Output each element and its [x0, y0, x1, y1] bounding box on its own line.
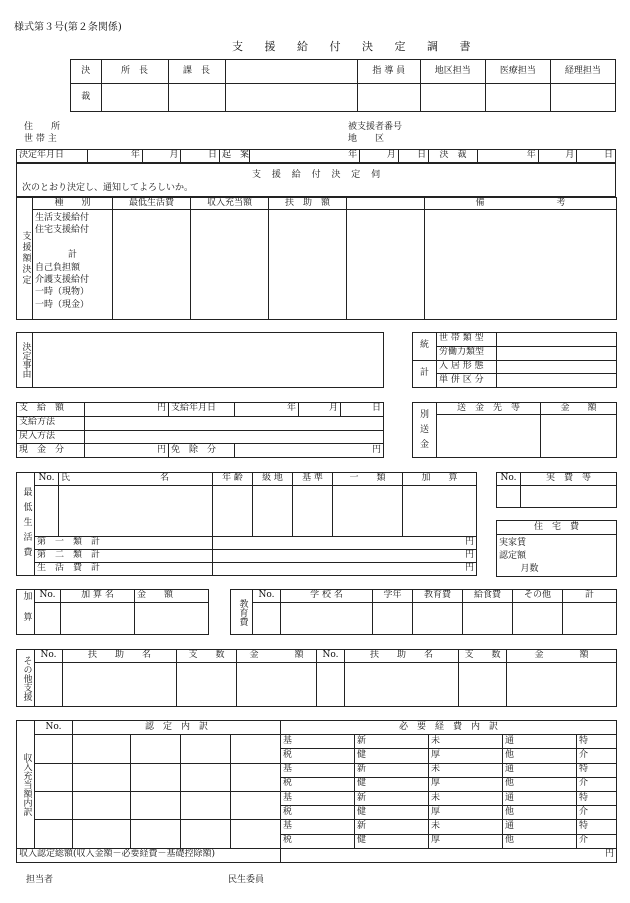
stats-residence: 入 居 形 態 [437, 360, 497, 374]
value-cell[interactable] [181, 763, 231, 791]
exp-zei: 税 [281, 777, 355, 791]
row-self-burden: 自己負担額 [35, 262, 81, 273]
row-blank [35, 237, 110, 249]
exp-tsu: 通 [503, 763, 577, 777]
ymd-year: 年 [250, 150, 360, 163]
label-payment-method: 支給方法 [17, 416, 85, 430]
total-class1: 第 一 類 計 [35, 536, 213, 549]
col-header-amount: 金 額 [135, 590, 209, 603]
row-care: 介護支援給付 [35, 275, 90, 286]
value-cell[interactable] [437, 415, 541, 458]
value-cell[interactable] [463, 603, 513, 635]
min-living-side: 最低生活費 [17, 473, 35, 576]
exp-shin: 新 [355, 791, 429, 805]
total-class2: 第 二 類 計 [35, 549, 213, 562]
label-payment-amount: 支 給 額 [17, 403, 85, 417]
value-cell[interactable] [181, 820, 231, 848]
col-header-class1: 一 類 [333, 473, 403, 486]
exp-ko: 厚 [429, 749, 503, 763]
proposal-heading: 支 援 給 付 決 定 伺 [252, 170, 385, 180]
value-cell[interactable] [373, 603, 413, 635]
col-header-remit-to: 送 金 先 等 [437, 403, 541, 415]
label-refund-method: 戻入方法 [17, 430, 85, 444]
exp-shin: 新 [355, 735, 429, 749]
addition-table [16, 589, 209, 635]
yen-unit: 円 [85, 403, 169, 417]
col-header-expenses: 必 要 経 費 内 訳 [281, 721, 617, 735]
remit-side: 別 送 金 [413, 403, 437, 458]
col-header-count: 支 数 [177, 650, 237, 663]
value-cell[interactable] [61, 603, 135, 635]
exp-ken: 健 [355, 749, 429, 763]
label-welfare-commissioner: 民生委員 [228, 875, 265, 885]
value-cell[interactable] [403, 486, 477, 536]
other-support-table [16, 649, 617, 707]
yen-unit: 円 [213, 536, 477, 549]
yen-unit: 円 [235, 444, 384, 458]
col-header-school: 学 校 名 [281, 590, 373, 603]
support-side-label: 支援額決定 [17, 198, 33, 320]
col-header-no: No. [497, 473, 521, 486]
col-header-actual: 実 費 等 [521, 473, 617, 486]
value-cell[interactable] [513, 603, 563, 635]
label-cash-portion: 現 金 分 [17, 444, 85, 458]
col-header-min-living: 最低生活費 [113, 198, 191, 210]
stamp-cell[interactable] [550, 84, 615, 112]
exp-ken: 健 [355, 777, 429, 791]
value-cell[interactable] [73, 735, 131, 763]
exp-mi: 未 [429, 791, 503, 805]
label-payment-date: 支給年月日 [169, 403, 235, 417]
ymd-month: 月 [538, 150, 577, 163]
exp-ko: 厚 [429, 806, 503, 820]
value-cell[interactable] [497, 360, 617, 374]
housing-labels [497, 535, 541, 577]
value-cell[interactable] [131, 820, 181, 848]
value-cell[interactable] [73, 791, 131, 819]
approval-col-blank [225, 60, 357, 84]
exp-ki: 基 [281, 763, 355, 777]
value-cell[interactable] [181, 735, 231, 763]
stamp-cell[interactable] [420, 84, 485, 112]
ymd-day: 日 [341, 403, 384, 417]
housing-table [496, 520, 617, 577]
statistics-table [412, 332, 617, 388]
exp-kai: 介 [577, 777, 617, 791]
col-header-no: No. [35, 590, 61, 603]
col-header-aid-name: 扶 助 名 [63, 650, 177, 663]
row-onetime-goods: 一時（現物） [35, 287, 90, 298]
value-cell[interactable] [541, 535, 617, 577]
label-caseworker: 担当者 [26, 875, 54, 885]
stamp-cell[interactable] [225, 84, 357, 112]
row-onetime-cash: 一時（現金） [35, 299, 90, 310]
label-district: 地 区 [348, 134, 385, 144]
col-header-meal-cost: 給食費 [463, 590, 513, 603]
label-approval: 決 裁 [429, 150, 478, 163]
value-cell[interactable] [63, 663, 177, 707]
exp-ki: 基 [281, 820, 355, 834]
value-cell[interactable] [85, 416, 384, 430]
ymd-day: 日 [577, 150, 616, 163]
col-header-amount: 金 額 [237, 650, 317, 663]
value-cell[interactable] [231, 735, 281, 763]
actual-cost-table [496, 472, 617, 508]
decision-reason-label: 決定事由 [17, 333, 33, 388]
col-header-no: No. [35, 473, 59, 486]
col-header-addition-name: 加 算 名 [61, 590, 135, 603]
exp-kai: 介 [577, 806, 617, 820]
col-header-amount: 金 額 [507, 650, 617, 663]
value-cell[interactable] [293, 486, 333, 536]
value-cell[interactable] [177, 663, 237, 707]
value-cell[interactable] [253, 603, 281, 635]
stamp-cell[interactable] [168, 84, 225, 112]
col-header-remarks: 備 考 [425, 198, 617, 210]
value-cell[interactable] [237, 663, 317, 707]
label-rent: 実家賃 [499, 538, 527, 548]
col-header-no: No. [317, 650, 345, 663]
value-cell[interactable] [269, 210, 347, 320]
value-cell[interactable] [35, 486, 59, 536]
form-number: 様式第３号(第２条関係) [14, 22, 122, 33]
value-cell[interactable] [131, 791, 181, 819]
exp-toku: 特 [577, 763, 617, 777]
value-cell[interactable] [85, 430, 384, 444]
dates-table [16, 149, 616, 163]
exp-shin: 新 [355, 820, 429, 834]
label-recognized: 認定額 [499, 551, 527, 561]
minimum-living-table [16, 472, 477, 576]
approval-col-chiku: 地区担当 [420, 60, 485, 84]
education-table [230, 589, 617, 635]
value-cell[interactable] [507, 663, 617, 707]
value-cell[interactable] [541, 415, 617, 458]
exp-ta: 他 [503, 749, 577, 763]
exp-tsu: 通 [503, 791, 577, 805]
exp-kai: 介 [577, 834, 617, 848]
value-cell[interactable] [333, 486, 403, 536]
value-cell[interactable] [317, 663, 345, 707]
col-header-income: 収入充当額 [191, 198, 269, 210]
payment-table [16, 402, 384, 458]
stamp-cell[interactable] [101, 84, 168, 112]
ymd-year: 年 [88, 150, 143, 163]
value-cell[interactable] [73, 820, 131, 848]
stats-side-2: 計 [413, 360, 437, 388]
support-type-list [33, 210, 113, 320]
addition-side: 加算 [17, 590, 35, 635]
row-total: 計 [67, 250, 77, 261]
approval-ketsu: 決 [71, 60, 102, 84]
value-cell[interactable] [113, 210, 191, 320]
exp-zei: 税 [281, 806, 355, 820]
ymd-year: 年 [235, 403, 299, 417]
value-cell[interactable] [191, 210, 269, 320]
value-cell[interactable] [231, 763, 281, 791]
value-cell[interactable] [347, 210, 425, 320]
yen-unit: 円 [281, 848, 617, 862]
exp-ki: 基 [281, 735, 355, 749]
col-header-no: No. [253, 590, 281, 603]
ymd-year: 年 [477, 150, 538, 163]
ymd-month: 月 [142, 150, 181, 163]
col-header-total: 計 [563, 590, 617, 603]
label-householder: 世 帯 主 [24, 134, 57, 144]
value-cell[interactable] [413, 603, 463, 635]
label-months: 月数 [520, 564, 539, 574]
support-decision-table [16, 197, 617, 320]
exp-toku: 特 [577, 820, 617, 834]
value-cell[interactable] [497, 486, 521, 508]
value-cell[interactable] [231, 820, 281, 848]
other-support-side: その他支援 [17, 650, 35, 707]
label-recipient-number: 被支援者番号 [348, 122, 403, 132]
stats-labor-type: 労働力類型 [437, 346, 497, 360]
exp-tsu: 通 [503, 735, 577, 749]
value-cell[interactable] [35, 791, 73, 819]
exp-toku: 特 [577, 735, 617, 749]
col-header-count: 支 数 [459, 650, 507, 663]
income-table [16, 720, 617, 863]
exp-mi: 未 [429, 763, 503, 777]
ymd-month: 月 [299, 403, 341, 417]
col-header-other: その他 [513, 590, 563, 603]
decision-reason-table [16, 332, 384, 388]
separate-remit-table [412, 402, 617, 458]
approval-sai: 裁 [71, 84, 102, 112]
stamp-cell[interactable] [485, 84, 550, 112]
label-draft: 起 案 [220, 150, 250, 163]
approval-col-shocho: 所 長 [101, 60, 168, 84]
col-header-type: 種 別 [33, 198, 113, 210]
exp-tsu: 通 [503, 820, 577, 834]
value-cell[interactable] [213, 486, 253, 536]
exp-mi: 未 [429, 820, 503, 834]
col-header-no: No. [35, 650, 63, 663]
row-housing: 住宅支援給付 [35, 225, 90, 236]
col-header-grade-year: 学年 [373, 590, 413, 603]
col-header-amount: 金 額 [541, 403, 617, 415]
value-cell[interactable] [59, 486, 213, 536]
document-title: 支 援 給 付 決 定 調 書 [232, 40, 480, 53]
value-cell[interactable] [181, 791, 231, 819]
col-header-aid: 扶 助 額 [269, 198, 347, 210]
row-living: 生活支援給付 [35, 213, 90, 223]
approval-col-iryo: 医療担当 [485, 60, 550, 84]
exp-toku: 特 [577, 791, 617, 805]
ymd-month: 月 [360, 150, 399, 163]
education-side: 教育費 [231, 590, 253, 635]
col-header-addition: 加 算 [403, 473, 477, 486]
remarks-cell[interactable] [425, 210, 617, 320]
col-header-name: 氏 名 [59, 473, 213, 486]
value-cell[interactable] [497, 333, 617, 347]
col-header-age: 年 齢 [213, 473, 253, 486]
approval-col-kacho: 課 長 [168, 60, 225, 84]
exp-ta: 他 [503, 777, 577, 791]
col-header-edu-cost: 教育費 [413, 590, 463, 603]
value-cell[interactable] [497, 374, 617, 388]
value-cell[interactable] [521, 486, 617, 508]
proposal-text: 次のとおり決定し、通知してよろしいか。 [22, 183, 194, 193]
value-cell[interactable] [35, 735, 73, 763]
exp-ta: 他 [503, 834, 577, 848]
ymd-day: 日 [398, 150, 428, 163]
value-cell[interactable] [345, 663, 459, 707]
label-address: 住 所 [24, 122, 61, 132]
income-total-label: 収入認定総額(収入金額－必要経費－基礎控除額) [17, 848, 281, 862]
col-header-standard: 基 準 [293, 473, 333, 486]
yen-unit: 円 [213, 549, 477, 562]
approval-col-shidoin: 指 導 員 [357, 60, 420, 84]
exp-mi: 未 [429, 735, 503, 749]
exp-ken: 健 [355, 834, 429, 848]
exp-zei: 税 [281, 749, 355, 763]
housing-title: 住 宅 費 [497, 521, 617, 535]
total-living: 生 活 費 計 [35, 562, 213, 575]
col-header-grade: 級 地 [253, 473, 293, 486]
stats-single-combined: 単 併 区 分 [437, 374, 497, 388]
exp-ki: 基 [281, 791, 355, 805]
stats-household-type: 世 帯 類 型 [437, 333, 497, 347]
yen-unit: 円 [85, 444, 169, 458]
value-cell[interactable] [131, 735, 181, 763]
ymd-day: 日 [181, 150, 220, 163]
value-cell[interactable] [35, 603, 61, 635]
label-decision-date: 決定年月日 [17, 150, 88, 163]
value-cell[interactable] [563, 603, 617, 635]
exp-shin: 新 [355, 763, 429, 777]
value-cell[interactable] [497, 346, 617, 360]
value-cell[interactable] [131, 763, 181, 791]
stamp-cell[interactable] [357, 84, 420, 112]
col-header-no: No. [35, 721, 73, 735]
value-cell[interactable] [35, 763, 73, 791]
approval-table [70, 59, 616, 112]
exp-zei: 税 [281, 834, 355, 848]
value-cell[interactable] [35, 820, 73, 848]
value-cell[interactable] [459, 663, 507, 707]
exp-kai: 介 [577, 749, 617, 763]
exp-ko: 厚 [429, 777, 503, 791]
col-header-blank [347, 198, 425, 210]
stats-side-1: 統 [413, 333, 437, 361]
approval-col-keiri: 経理担当 [550, 60, 615, 84]
decision-reason-field[interactable] [33, 333, 384, 388]
col-header-aid-name: 扶 助 名 [345, 650, 459, 663]
value-cell[interactable] [135, 603, 209, 635]
col-header-recognition: 認 定 内 訳 [73, 721, 281, 735]
exp-ko: 厚 [429, 834, 503, 848]
exp-ken: 健 [355, 806, 429, 820]
label-exemption: 免 除 分 [169, 444, 235, 458]
value-cell[interactable] [35, 663, 63, 707]
value-cell[interactable] [253, 486, 293, 536]
value-cell[interactable] [281, 603, 373, 635]
income-side: 収入充当額内訳 [17, 721, 35, 849]
value-cell[interactable] [231, 791, 281, 819]
exp-ta: 他 [503, 806, 577, 820]
value-cell[interactable] [73, 763, 131, 791]
yen-unit: 円 [213, 562, 477, 575]
